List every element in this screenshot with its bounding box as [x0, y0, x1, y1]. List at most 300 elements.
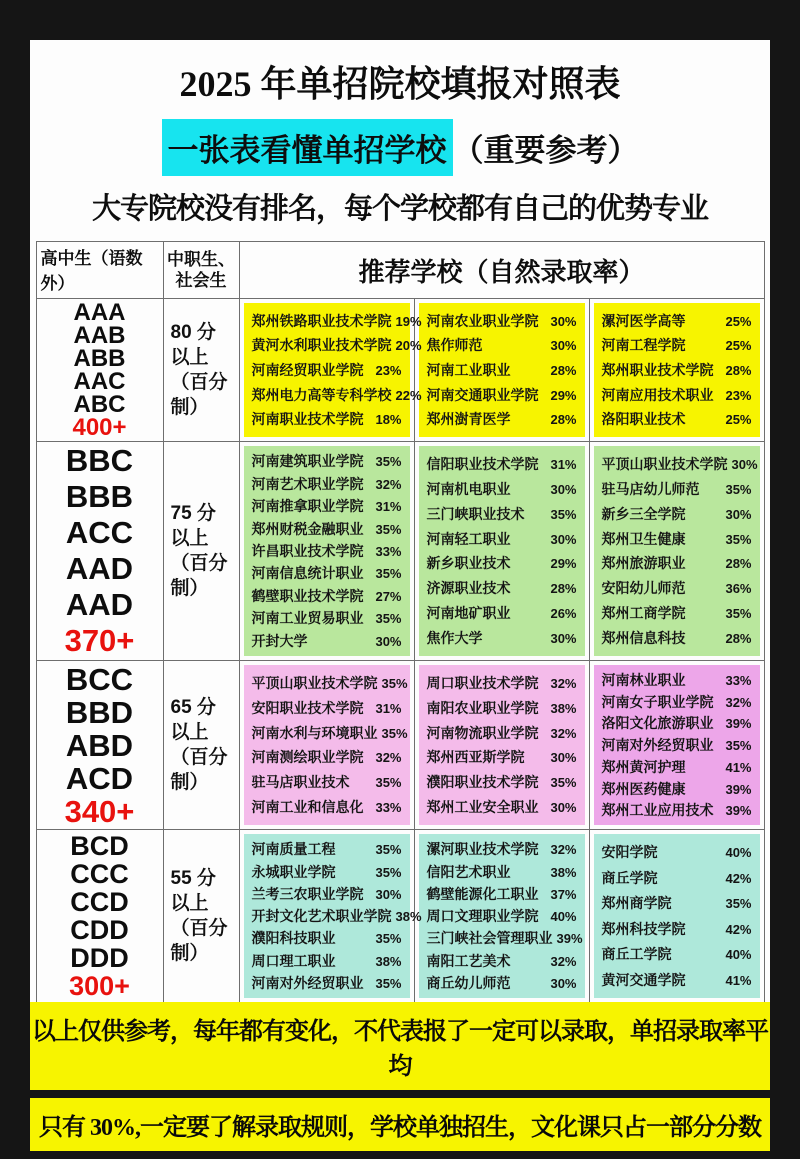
school-name: 新乡职业技术 [426, 555, 511, 572]
footer-line-2: 只有 30%,一定要了解录取规则，学校单独招生，文化课只占一部分分数 [30, 1098, 770, 1151]
school-item [427, 747, 577, 767]
school-item [427, 839, 577, 859]
school-name: 濮阳职业技术学院 [426, 774, 539, 791]
score-threshold: 340+ [64, 793, 135, 829]
school-admission-rate: 39% [725, 716, 752, 732]
school-item [427, 335, 577, 355]
school-name: 永城职业学院 [251, 863, 336, 880]
school-name: 河南艺术职业学院 [251, 475, 364, 492]
school-admission-rate: 36% [725, 581, 752, 597]
score-requirement-line: （百分 [170, 553, 228, 574]
content-card [30, 40, 770, 1015]
score-requirement-line: 65 分 [170, 697, 216, 718]
school-admission-rate: 35% [381, 675, 408, 691]
school-name: 驻马店职业技术 [251, 774, 350, 791]
school-admission-rate: 35% [725, 531, 752, 547]
school-item [602, 970, 752, 990]
school-name: 信阳艺术职业 [426, 863, 511, 880]
school-list-block [419, 446, 585, 656]
school-name: 许昌职业技术学院 [251, 542, 364, 559]
school-admission-rate: 23% [725, 387, 752, 403]
school-name: 河南工程学院 [601, 337, 686, 354]
school-list-block [594, 303, 760, 437]
school-item [427, 603, 577, 623]
school-name: 郑州信息科技 [601, 630, 686, 646]
school-admission-rate: 33% [375, 543, 402, 559]
school-list-block [594, 665, 760, 825]
school-name: 焦作大学 [426, 630, 483, 646]
school-admission-rate: 28% [550, 362, 577, 378]
score-requirement-line: （百分 [170, 918, 228, 939]
school-list-block [419, 665, 585, 825]
school-item [602, 713, 752, 733]
school-admission-rate: 32% [725, 694, 752, 710]
school-name: 郑州卫生健康 [601, 530, 686, 547]
school-name: 平顶山职业技术学院 [601, 455, 728, 472]
school-admission-rate: 30% [550, 313, 577, 329]
schools-table [36, 241, 765, 1003]
school-admission-rate: 42% [725, 921, 752, 937]
school-item [252, 586, 402, 606]
grade-combination: ACD [65, 760, 134, 796]
school-admission-rate: 40% [725, 947, 752, 963]
school-item [602, 385, 752, 405]
footer-note [30, 1002, 770, 1159]
school-name: 河南推拿职业学院 [251, 498, 364, 515]
page-subtitle [30, 119, 770, 176]
school-item [602, 779, 752, 799]
score-requirement-line: 以上 [170, 722, 209, 743]
school-admission-rate: 31% [375, 700, 402, 716]
school-admission-rate: 30% [550, 800, 577, 816]
score-requirement-cell [163, 830, 239, 1003]
school-item [427, 504, 577, 524]
school-list-block [594, 446, 760, 656]
school-item [252, 496, 402, 516]
school-admission-rate: 32% [375, 476, 402, 492]
school-name: 漯河职业技术学院 [426, 841, 539, 858]
school-admission-rate: 40% [550, 909, 577, 924]
school-item [602, 757, 752, 777]
grade-combination: AAA [73, 299, 126, 326]
school-admission-rate: 25% [725, 313, 752, 329]
school-admission-rate: 19% [395, 313, 422, 329]
school-admission-rate: 35% [725, 606, 752, 622]
school-name: 河南水利与环境职业 [251, 724, 378, 741]
grade-combination: BBB [65, 479, 134, 514]
school-item [602, 868, 752, 888]
school-name: 信阳职业技术学院 [426, 455, 539, 472]
grade-combination: BCC [65, 661, 134, 697]
header-recommend: 推荐学校（自然录取率） [239, 242, 764, 299]
school-name: 河南地矿职业 [426, 605, 511, 622]
school-admission-rate: 33% [725, 672, 752, 688]
school-admission-rate: 35% [381, 725, 408, 741]
score-requirement-line: （百分 [170, 372, 228, 393]
school-item [252, 631, 402, 651]
school-name: 郑州医药健康 [601, 780, 686, 797]
school-admission-rate: 42% [725, 870, 752, 886]
grade-combination: ACC [65, 515, 134, 550]
school-item [252, 951, 402, 971]
school-name: 漯河医学高等 [601, 312, 686, 329]
grade-combination: AAD [65, 551, 134, 586]
school-name: 三门峡职业技术 [426, 505, 525, 522]
school-name: 河南对外经贸职业 [601, 737, 714, 753]
school-item [427, 529, 577, 549]
school-item [427, 311, 577, 331]
school-admission-rate: 30% [550, 750, 577, 766]
school-item [602, 335, 752, 355]
school-name: 安阳职业技术学院 [251, 699, 364, 716]
school-item [602, 409, 752, 429]
school-name: 河南经贸职业学院 [251, 361, 364, 378]
school-name: 郑州科技学院 [601, 920, 686, 937]
grade-cell [36, 299, 163, 442]
school-name: 郑州西亚斯学院 [426, 749, 525, 766]
school-item [427, 385, 577, 405]
school-admission-rate: 32% [375, 750, 402, 766]
school-item [601, 454, 758, 474]
school-name: 河南工业和信息化 [251, 799, 364, 816]
grade-combination: DDD [70, 943, 129, 973]
school-item [602, 553, 752, 573]
school-admission-rate: 28% [550, 581, 577, 597]
school-name: 商丘工学院 [601, 946, 672, 963]
school-admission-rate: 35% [725, 481, 752, 497]
school-item [251, 723, 408, 743]
school-list-cell [414, 830, 589, 1003]
school-name: 河南建筑职业学院 [251, 453, 364, 470]
score-requirement-cell [163, 442, 239, 661]
school-admission-rate: 33% [375, 800, 402, 816]
header-highschool: 高中生（语数外） [36, 242, 163, 299]
school-name: 黄河交通学院 [601, 971, 686, 988]
school-name: 三门峡社会管理职业 [426, 930, 553, 947]
school-admission-rate: 30% [550, 481, 577, 497]
grade-combination: ABC [73, 391, 126, 418]
score-requirement-line: 75 分 [170, 503, 216, 524]
school-list-block [419, 303, 585, 437]
school-admission-rate: 41% [725, 759, 752, 775]
school-name: 鹤壁能源化工职业 [426, 885, 539, 902]
school-name: 郑州铁路职业技术学院 [251, 312, 392, 329]
school-item [602, 893, 752, 913]
school-admission-rate: 40% [725, 845, 752, 861]
school-admission-rate: 30% [725, 506, 752, 522]
school-admission-rate: 38% [550, 864, 577, 880]
school-list-cell [589, 661, 764, 830]
school-name: 周口文理职业学院 [426, 908, 539, 924]
school-name: 南阳工艺美术 [426, 952, 511, 969]
page-title: 2025 年单招院校填报对照表 [179, 64, 621, 104]
school-admission-rate: 32% [550, 842, 577, 858]
school-item [252, 772, 402, 792]
school-name: 周口理工职业 [251, 952, 336, 969]
grade-combination: BBD [65, 694, 134, 730]
school-list-block [244, 446, 410, 656]
footer-line-1: 以上仅供参考，每年都有变化，不代表报了一定可以录取，单招录取率平均 [30, 1002, 770, 1090]
school-list-block [244, 834, 422, 998]
school-admission-rate: 28% [725, 631, 752, 646]
school-item [427, 723, 577, 743]
school-name: 河南林业职业 [601, 671, 686, 688]
school-list-block [244, 665, 410, 825]
school-item [427, 862, 577, 882]
school-admission-rate: 29% [550, 387, 577, 403]
school-item [427, 360, 577, 380]
school-name: 洛阳文化旅游职业 [601, 715, 714, 732]
table-header-row [36, 242, 764, 299]
school-admission-rate: 35% [550, 775, 577, 791]
school-admission-rate: 35% [375, 566, 402, 582]
school-admission-rate: 28% [725, 362, 752, 378]
school-admission-rate: 35% [725, 896, 752, 912]
school-item [252, 474, 402, 494]
school-name: 河南应用技术职业 [601, 386, 714, 403]
school-admission-rate: 30% [550, 631, 577, 646]
school-item [251, 311, 422, 331]
score-requirement-line: （百分 [170, 747, 228, 768]
school-list-block [594, 834, 760, 998]
school-item [427, 884, 577, 904]
school-item [251, 906, 422, 926]
school-item [426, 928, 583, 948]
school-item [602, 504, 752, 524]
school-item [252, 451, 402, 471]
school-name: 新乡三全学院 [601, 505, 686, 522]
school-item [251, 385, 422, 405]
school-admission-rate: 30% [731, 456, 758, 472]
school-item [602, 735, 752, 755]
school-admission-rate: 25% [725, 412, 752, 428]
school-name: 驻马店幼儿师范 [601, 480, 700, 497]
score-requirement-line: 80 分 [170, 322, 216, 343]
school-item [602, 360, 752, 380]
school-admission-rate: 39% [725, 781, 752, 797]
school-item [252, 747, 402, 767]
school-list-cell [414, 299, 589, 442]
school-admission-rate: 41% [725, 972, 752, 988]
school-admission-rate: 35% [375, 842, 402, 858]
school-admission-rate: 32% [550, 953, 577, 969]
school-name: 郑州工业应用技术 [601, 802, 714, 819]
school-item [427, 951, 577, 971]
score-requirement-line: 制） [170, 397, 209, 418]
subtitle-rest: （重要参考） [452, 133, 639, 168]
school-admission-rate: 35% [375, 975, 402, 991]
school-list-cell [589, 299, 764, 442]
grade-combination: AAD [65, 587, 134, 622]
school-item [251, 335, 422, 355]
grade-combination: ABD [65, 727, 134, 763]
school-name: 开封文化艺术职业学院 [251, 908, 392, 924]
school-admission-rate: 26% [550, 606, 577, 622]
school-list-block [244, 303, 422, 437]
school-admission-rate: 22% [395, 387, 422, 403]
school-item [252, 797, 402, 817]
school-name: 河南机电职业 [426, 480, 511, 497]
school-name: 河南信息统计职业 [251, 565, 364, 582]
school-item [252, 884, 402, 904]
school-name: 河南女子职业学院 [601, 693, 714, 710]
school-name: 开封大学 [251, 632, 308, 649]
school-item [252, 608, 402, 628]
school-name: 黄河水利职业技术学院 [251, 337, 392, 354]
page-tagline: 大专院校没有排名，每个学校都有自己的优势专业 [91, 193, 708, 225]
school-admission-rate: 30% [550, 531, 577, 547]
school-admission-rate: 39% [725, 803, 752, 819]
school-admission-rate: 37% [550, 886, 577, 902]
school-item [602, 842, 752, 862]
school-admission-rate: 38% [550, 700, 577, 716]
score-requirement-line: 制） [170, 578, 209, 599]
school-name: 郑州财税金融职业 [251, 520, 364, 537]
school-list-cell [414, 661, 589, 830]
school-admission-rate: 30% [550, 975, 577, 991]
grade-combination: ABB [73, 345, 126, 372]
school-name: 河南测绘职业学院 [251, 749, 364, 766]
school-list-cell [589, 830, 764, 1003]
school-name: 焦作师范 [426, 337, 483, 354]
school-item [252, 519, 402, 539]
table-row [36, 299, 764, 442]
school-name: 郑州工业安全职业 [426, 799, 539, 816]
school-admission-rate: 32% [550, 725, 577, 741]
school-list-cell [589, 442, 764, 661]
school-list-cell [414, 442, 589, 661]
school-admission-rate: 35% [375, 521, 402, 537]
school-admission-rate: 31% [375, 499, 402, 515]
grade-combination: CCD [70, 887, 129, 917]
school-name: 郑州旅游职业 [601, 555, 686, 572]
school-name: 河南农业职业学院 [426, 312, 539, 329]
school-item [252, 839, 402, 859]
school-name: 安阳学院 [601, 844, 658, 861]
school-item [427, 553, 577, 573]
school-admission-rate: 29% [550, 556, 577, 572]
grade-combination: BCD [70, 831, 129, 861]
school-name: 济源职业技术 [426, 580, 511, 597]
table-row [36, 442, 764, 661]
school-name: 河南职业技术学院 [251, 411, 364, 428]
school-name: 安阳幼儿师范 [601, 580, 686, 597]
score-threshold: 300+ [69, 971, 130, 1001]
grade-combination: AAC [73, 368, 126, 395]
school-item [602, 628, 752, 648]
school-admission-rate: 35% [375, 864, 402, 880]
score-requirement-line: 55 分 [170, 868, 216, 889]
school-admission-rate: 35% [725, 738, 752, 753]
school-name: 商丘幼儿师范 [426, 974, 511, 991]
school-item [602, 944, 752, 964]
grade-cell [36, 661, 163, 830]
score-requirement-line: 以上 [170, 347, 209, 368]
school-item [252, 862, 402, 882]
school-admission-rate: 31% [550, 456, 577, 472]
score-requirement-line: 制） [170, 943, 209, 964]
subtitle-highlight: 一张表看懂单招学校 [162, 119, 453, 176]
school-admission-rate: 32% [550, 675, 577, 691]
school-item [602, 311, 752, 331]
school-item [427, 454, 577, 474]
school-item [252, 698, 402, 718]
school-admission-rate: 20% [395, 338, 422, 354]
school-item [252, 928, 402, 948]
school-name: 河南对外经贸职业 [251, 974, 364, 991]
school-name: 平顶山职业技术学院 [251, 674, 378, 691]
school-item [251, 673, 408, 693]
school-item [252, 541, 402, 561]
grade-cell [36, 830, 163, 1003]
school-name: 河南工业职业 [426, 361, 511, 378]
school-admission-rate: 35% [375, 775, 402, 791]
school-item [427, 698, 577, 718]
school-name: 洛阳职业技术 [601, 411, 686, 428]
school-name: 河南工业贸易职业 [251, 610, 364, 627]
school-item [252, 360, 402, 380]
school-item [427, 906, 577, 926]
school-name: 商丘学院 [601, 869, 658, 886]
school-item [252, 563, 402, 583]
school-item [427, 673, 577, 693]
school-item [602, 670, 752, 690]
school-name: 周口职业技术学院 [426, 674, 539, 691]
score-requirement-cell [163, 299, 239, 442]
school-admission-rate: 38% [395, 909, 422, 924]
school-admission-rate: 35% [375, 611, 402, 627]
school-admission-rate: 35% [375, 931, 402, 947]
school-name: 郑州商学院 [601, 895, 672, 912]
school-admission-rate: 35% [550, 506, 577, 522]
school-item [252, 409, 402, 429]
table-row [36, 830, 764, 1003]
score-requirement-line: 以上 [170, 893, 209, 914]
school-name: 河南交通职业学院 [426, 386, 539, 403]
school-item [427, 409, 577, 429]
school-list-cell [239, 442, 414, 661]
school-item [427, 797, 577, 817]
school-admission-rate: 35% [375, 454, 402, 470]
school-name: 河南物流职业学院 [426, 724, 539, 741]
school-item [427, 772, 577, 792]
school-admission-rate: 39% [556, 931, 583, 947]
school-name: 鹤壁职业技术学院 [251, 587, 364, 604]
school-item [602, 919, 752, 939]
school-list-cell [239, 661, 414, 830]
school-admission-rate: 38% [375, 953, 402, 969]
school-item [427, 479, 577, 499]
school-list-block [419, 834, 585, 998]
school-admission-rate: 30% [550, 338, 577, 354]
school-item [602, 479, 752, 499]
school-item [602, 578, 752, 598]
school-name: 河南质量工程 [251, 841, 336, 858]
school-admission-rate: 27% [375, 588, 402, 604]
school-admission-rate: 30% [375, 633, 402, 649]
school-admission-rate: 25% [725, 338, 752, 354]
header-vocational: 中职生、社会生 [163, 242, 239, 299]
grade-combination: AAB [73, 322, 126, 349]
school-item [427, 973, 577, 993]
school-name: 郑州职业技术学院 [601, 361, 714, 378]
grade-combination: BBC [65, 443, 134, 478]
school-name: 兰考三农职业学院 [251, 885, 364, 902]
grade-combination: CDD [70, 915, 129, 945]
school-name: 濮阳科技职业 [251, 930, 336, 947]
school-list-cell [239, 299, 422, 442]
school-name: 郑州黄河护理 [601, 758, 686, 775]
